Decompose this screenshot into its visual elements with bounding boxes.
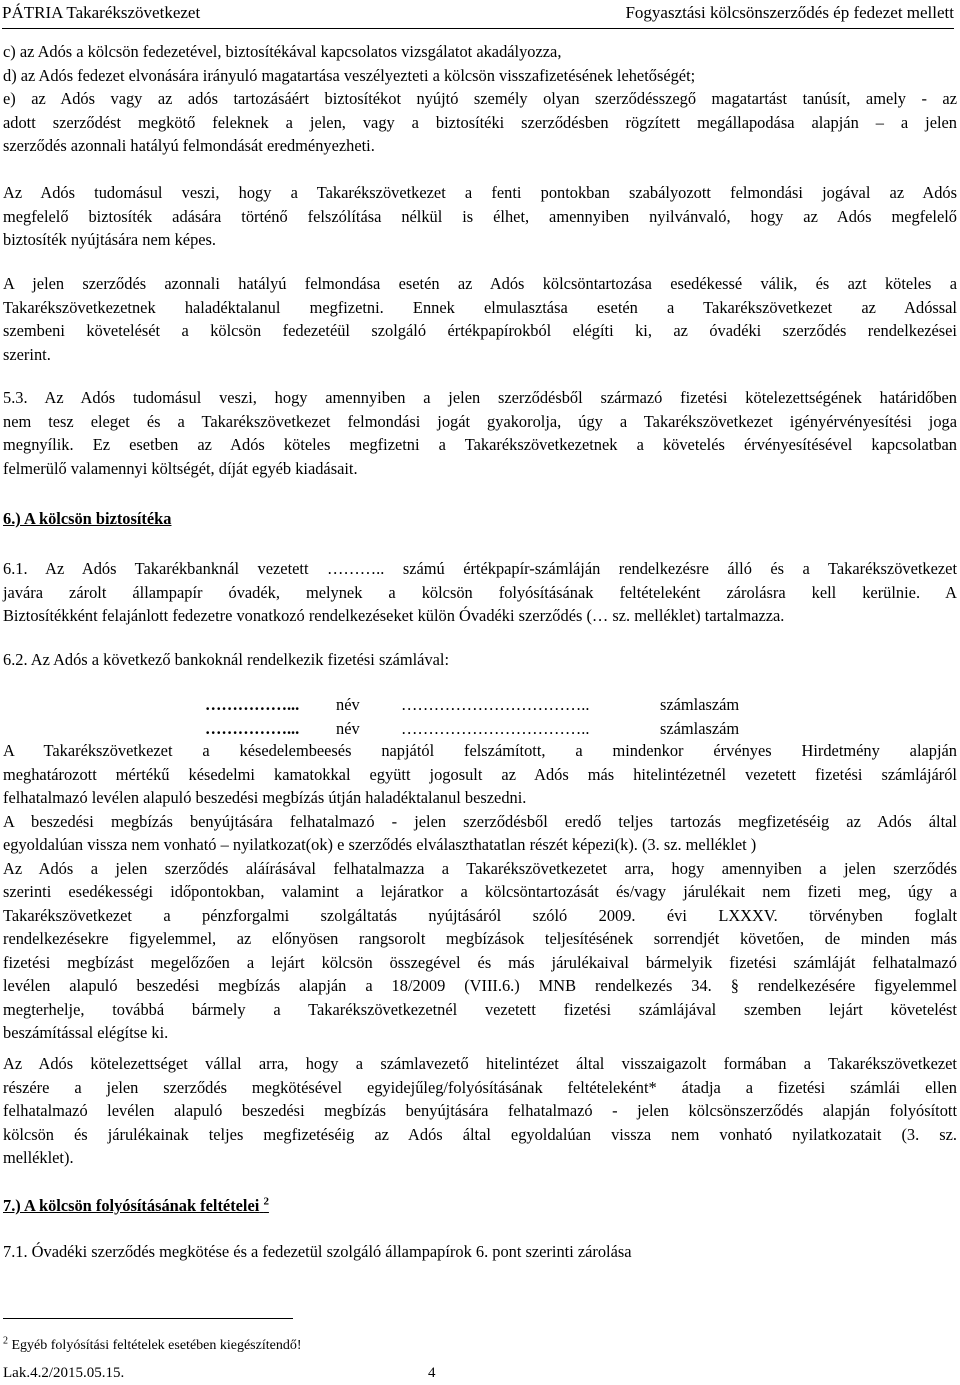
paragraph-line: megfelelő biztosíték adására történő felszólítása nélkül is élhet, amennyiben nyilvánvaló, hogy az Adós megfelelő (3, 206, 957, 226)
list-item-d: d) az Adós fedezet elvonására irányuló magatartása veszélyezteti a kölcsön visszafizetésének lehetőségét; (3, 65, 696, 85)
list-item-e-line: e) az Adós vagy az adós tartozásáért biztosítékot nyújtó személy olyan szerződésszegő magatartást tanúsít, amely - az (3, 89, 957, 108)
footnote-text: Egyéb folyósítási feltételek esetében kiegészítendő! (8, 1338, 302, 1353)
paragraph-termination-right (3, 181, 957, 252)
header-document-title: Fogyasztási kölcsönszerződés ép fedezet mellett (625, 3, 954, 22)
section-heading (3, 1196, 269, 1215)
section-heading-text: 7.) A kölcsön folyósításának feltételei (3, 1196, 260, 1215)
bank-dots: ……………... (205, 718, 300, 738)
paragraph-line: A jelen szerződés azonnali hatályú felmondása esetén az Adós kölcsöntartozása esedékessé válik, és azt köteles a (3, 274, 957, 293)
paragraph-7-1 (3, 1240, 957, 1264)
paragraph-line: részére a jelen szerződés megkötésével egyidejűleg/folyósításának feltételeként* átadja a fizetési számlái ellen (3, 1077, 957, 1097)
paragraph-line: 6.2. Az Adós a következő bankoknál rendelkezik fizetési számlával: (3, 650, 450, 669)
page-number: 4 (428, 1365, 436, 1381)
paragraph-line: Takarékszövetkezetnek haladéktalanul megfizetni. Ennek elmulasztása esetén a Takarékszövetkezet az Adóssal (3, 297, 957, 317)
paragraph-line: Takarékszövetkezet a pénzforgalmi szolgáltatás nyújtásáról szóló 2009. évi LXXXV. törvényben foglalt (3, 905, 957, 925)
footnote (3, 1337, 302, 1355)
paragraph-line: 6.1. Az Adós Takarékbanknál vezetett ……….. számú értékpapír-számláján rendelkezésre álló és a Takarékszövetkezet (3, 559, 957, 578)
header-institution: PÁTRIA Takarékszövetkezet (2, 3, 201, 22)
paragraph-line: meghatározott mértékű késedelmi kamatokkal együtt jogosult az Adós más hitelintézetnél vezetett fizetési számlájáról (3, 764, 957, 784)
paragraph-line: egyoldalúan vissza nem vonható – nyilatkozat(ok) e szerződés elválaszthatatlan részét képezi(k). (3. sz. melléklet ) (3, 835, 757, 854)
paragraph-line: felhatalmazó levélen alapuló beszedési megbízás benyújtására felhatalmazó - jelen kölcsönszerződés alapján folyósított (3, 1101, 957, 1120)
list-item-c: c) az Adós a kölcsön fedezetével, biztosítékával kapcsolatos vizsgálatot akadályozza, (3, 42, 562, 61)
section-7-heading (3, 1194, 957, 1218)
bank-account-list (3, 693, 957, 740)
name-label: név (336, 695, 360, 714)
section-heading: 6.) A kölcsön biztosítéka (3, 509, 172, 528)
paragraph-late-interest (3, 739, 957, 1045)
paragraph-line: szerint. (3, 344, 51, 364)
paragraph-line: beszámítással elégítse ki. (3, 1023, 169, 1042)
paragraph-line: Biztosítékként felajánlott fedezetre vonatkozó rendelkezéseket külön Óvadéki szerződés (… sz. melléklet) tartalmazza. (3, 606, 785, 625)
paragraph-5-3 (3, 386, 957, 480)
paragraph-line: Az Adós a jelen szerződés aláírásával felhatalmazza a Takarékszövetkezetet arra, hogy amennyiben a jelen szerződés (3, 858, 957, 878)
paragraph-line: felhatalmazó levélen alapuló beszedési megbízás útján haladéktalanul beszedni. (3, 788, 527, 807)
termination-grounds (3, 40, 957, 158)
bank-account-row (3, 717, 957, 741)
paragraph-line: Az Adós tudomásul veszi, hogy a Takarékszövetkezet a fenti pontokban szabályozott felmondási jogával az Adós (3, 183, 957, 202)
paragraph-6-2 (3, 648, 957, 672)
paragraph-line: megterhelje, továbbá bármely a Takarékszövetkezetnél vezetett fizetési számlájával szemben lejárt követelést (3, 999, 957, 1019)
paragraph-line: melléklet). (3, 1148, 74, 1167)
page-footer (3, 1364, 436, 1382)
paragraph-line: megnyílik. Ez esetben az Adós köteles megfizetni a Takarékszövetkezetnek a követelés érvényesítésével kapcsolatban (3, 435, 957, 454)
paragraph-line: rendelkezésekre figyelemmel, az előnyösen rangsorolt megbízások teljesítésének sorrendjét követően, de minden más (3, 929, 957, 948)
paragraph-6-1 (3, 557, 957, 628)
section-6-heading (3, 507, 957, 531)
paragraph-line: 7.1. Óvadéki szerződés megkötése és a fedezetül szolgáló állampapírok 6. pont szerinti zárolása (3, 1242, 632, 1261)
paragraph-line: javára zárolt állampapír óvadék, melynek a kölcsön folyósításának feltételeként zárolásra kell kerülnie. A (3, 582, 957, 602)
list-item-e-line: adott szerződést megkötő feleknek a jelen, vagy a biztosítéki szerződésben rögzített megállapodása alapján – a jelen (3, 112, 957, 132)
paragraph-obligation (3, 1052, 957, 1170)
paragraph-line: szembeni követelését a kölcsön fedezetéül szolgáló értékpapírokból elégíti ki, az óvadéki szerződés rendelkezései (3, 321, 957, 340)
name-dots: …………………………….. (401, 718, 590, 738)
paragraph-line: nem tesz eleget és a Takarékszövetkezet felmondási jogát gyakorolja, úgy a Takarékszövetkezet igényérvényesítési joga (3, 411, 957, 431)
paragraph-line: Az Adós kötelezettséget vállal arra, hogy a számlavezető hitelintézet által visszaigazolt formában a Takarékszövetkezet (3, 1054, 957, 1073)
paragraph-line: szerinti esedékességi időpontokban, valamint a lejáratkor a kölcsöntartozását és/vagy járulékait nem fizeti meg, úgy a (3, 882, 957, 901)
paragraph-line: 5.3. Az Adós tudomásul veszi, hogy amennyiben a jelen szerződésből származó fizetési kötelezettségének határidőben (3, 388, 957, 407)
page-header (2, 2, 954, 29)
account-label: számlaszám (660, 718, 740, 738)
footnote-separator (3, 1318, 293, 1319)
footnote-number: 2 (3, 1335, 8, 1347)
name-dots: …………………………….. (401, 695, 590, 714)
paragraph-line: A Takarékszövetkezet a késedelembeesés napjától felszámított, a mindenkor érvényes Hirdetmény alapján (3, 741, 957, 760)
document-code: Lak.4.2/2015.05.15. (3, 1365, 125, 1381)
paragraph-line: biztosíték nyújtására nem képes. (3, 230, 217, 249)
footnote-reference: 2 (263, 1195, 269, 1208)
paragraph-line: levélen alapuló beszedési megbízás alapján a 18/2009 (VIII.6.) MNB rendelkezés 34. § rendelkezésére figyelemmel (3, 976, 957, 995)
paragraph-line: A beszedési megbízás benyújtására felhatalmazó - jelen szerződésből eredő teljes tartozás megfizetéséig az Adós által (3, 811, 957, 831)
paragraph-line: felmerülő valamennyi költségét, díját egyéb kiadásait. (3, 458, 358, 478)
paragraph-immediate-termination (3, 272, 957, 366)
account-label: számlaszám (660, 695, 740, 714)
bank-account-row (3, 693, 957, 717)
paragraph-line: kölcsön és járulékainak teljes megfizetéséig az Adós által egyoldalúan vissza nem vonható nyilatkozatait (3. sz. (3, 1124, 957, 1144)
paragraph-line: fizetési megbízást megelőzően a lejárt kölcsön összegével és más járulékaival bármelyik fizetési számláját felhatalmazó (3, 952, 957, 972)
bank-dots: ……………... (205, 695, 300, 714)
list-item-e-line: szerződés azonnali hatályú felmondását eredményezheti. (3, 136, 375, 155)
name-label: név (336, 718, 360, 738)
